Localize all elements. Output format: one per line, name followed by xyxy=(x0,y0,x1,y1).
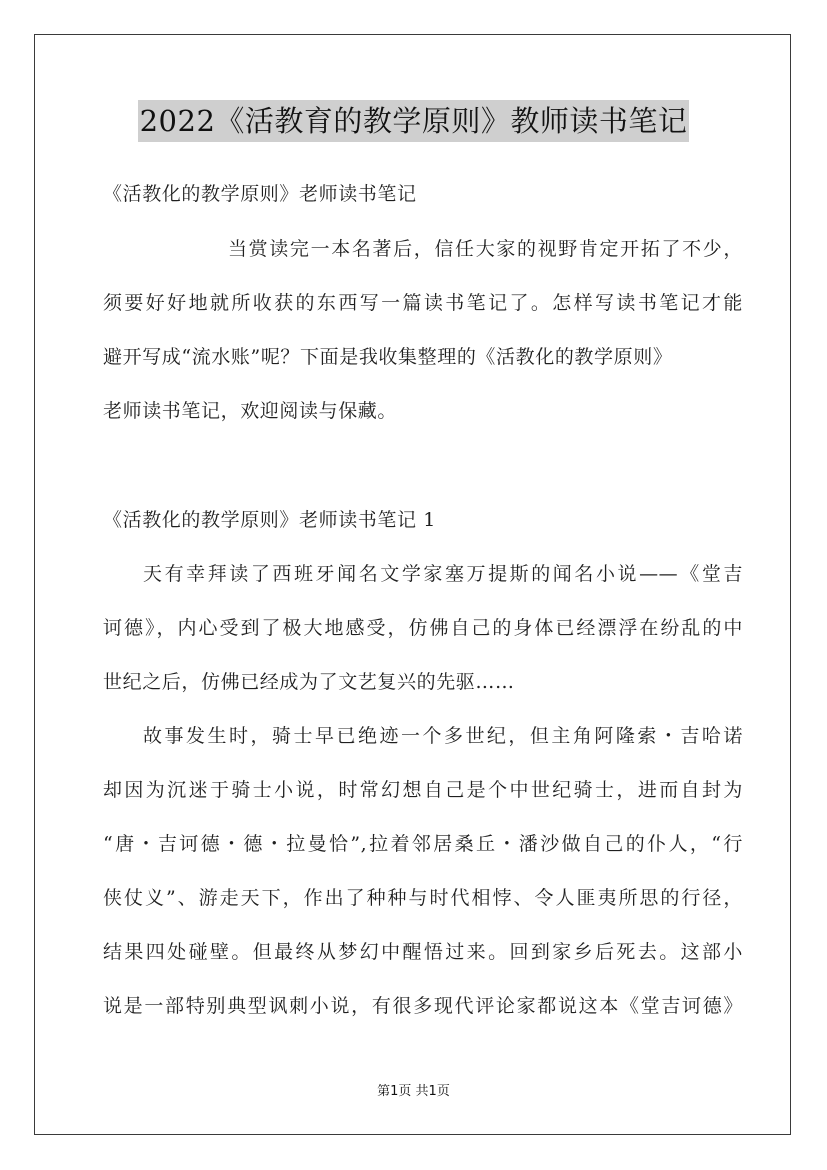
paragraph2-line-4: 侠仗义”、游走天下，作出了种种与时代相悖、令人匪夷所思的行径， xyxy=(103,887,743,909)
intro-line-2: 须要好好地就所收获的东西写一篇读书笔记了。怎样写读书笔记才能 xyxy=(103,292,743,314)
paragraph2-line-1: 故事发生时，骑士早已绝迹一个多世纪，但主角阿隆索・吉哈诺 xyxy=(143,725,743,747)
paragraph1-line-3: 世纪之后，仿佛已经成为了文艺复兴的先驱…… xyxy=(103,671,515,693)
section-heading: 《活教化的教学原则》老师读书笔记 1 xyxy=(103,509,436,531)
document-subtitle: 《活教化的教学原则》老师读书笔记 xyxy=(103,183,417,205)
paragraph2-line-2: 却因为沉迷于骑士小说，时常幻想自己是个中世纪骑士，进而自封为 xyxy=(103,779,743,801)
intro-line-1: 当赏读完一本名著后，信任大家的视野肯定开拓了不少， xyxy=(228,238,743,260)
paragraph2-line-6: 说是一部特别典型讽刺小说，有很多现代评论家都说这本《堂吉诃德》 xyxy=(103,995,743,1017)
page-footer: 第1页 共1页 xyxy=(377,1084,450,1099)
title-container xyxy=(0,100,827,142)
intro-line-4: 老师读书笔记，欢迎阅读与保藏。 xyxy=(103,400,398,422)
intro-line-3: 避开写成“流水账”呢？下面是我收集整理的《活教化的教学原则》 xyxy=(103,346,673,368)
paragraph1-line-2: 诃德》，内心受到了极大地感受，仿佛自己的身体已经漂浮在纷乱的中 xyxy=(103,617,743,639)
paragraph1-line-1: 天有幸拜读了西班牙闻名文学家塞万提斯的闻名小说——《堂吉 xyxy=(143,563,743,585)
document-title: 2022《活教育的教学原则》教师读书笔记 xyxy=(138,100,690,142)
paragraph2-line-5: 结果四处碰壁。但最终从梦幻中醒悟过来。回到家乡后死去。这部小 xyxy=(103,941,743,963)
paragraph2-line-3: “唐・吉诃德・德・拉曼恰”,拉着邻居桑丘・潘沙做自己的仆人，“行 xyxy=(103,833,743,855)
